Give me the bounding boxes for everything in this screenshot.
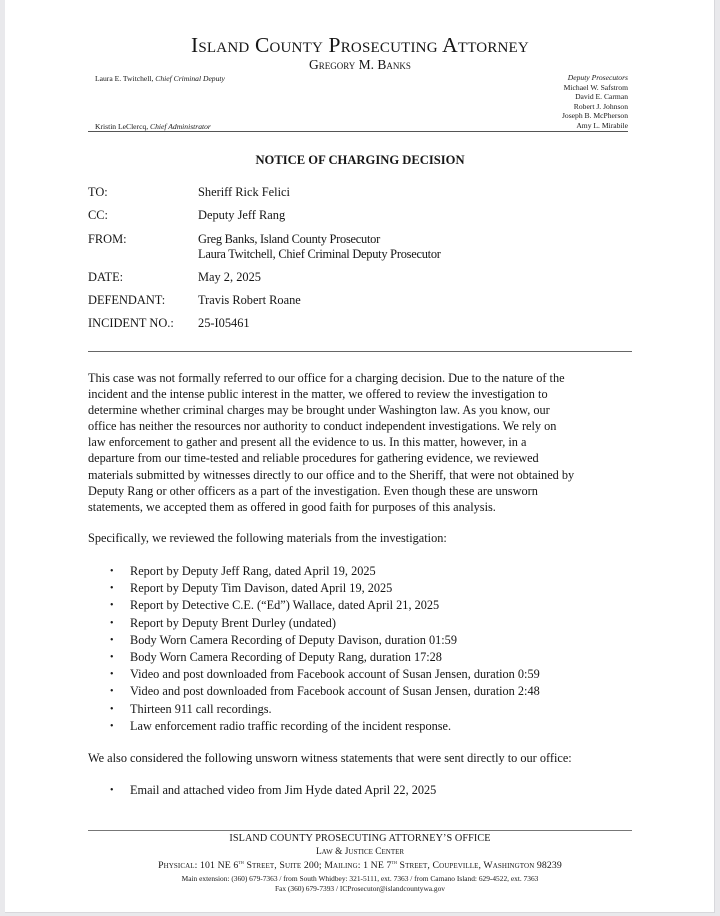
bullet-icon: • <box>110 785 114 796</box>
list-item-text: Video and post downloaded from Facebook account of Susan Jensen, duration 0:59 <box>130 667 540 682</box>
list-item-text: Law enforcement radio traffic recording of the incident response. <box>130 718 452 733</box>
list-item-text: Report by Deputy Brent Durley (undated) <box>130 615 336 630</box>
bullet-icon: • <box>110 686 114 698</box>
footer-address-part: Physical: 101 NE 6 <box>158 860 239 871</box>
defendant-label: DEFENDANT: <box>88 293 166 307</box>
to-label: TO: <box>88 185 108 199</box>
paragraph-line: materials submitted by witnesses directly to our office and to the Sheriff, that were not obtained by <box>88 467 575 482</box>
paragraph-line: This case was not formally referred to our office for a charging decision. Due to the nature of the <box>88 371 565 385</box>
paragraph-line: law enforcement to gather and present all the evidence to us. In this matter, however, in a <box>88 435 527 450</box>
footer-address-part: Street, Suite 200; Mailing: 1 NE 7 <box>243 860 392 871</box>
chief-deputy-name: Laura E. Twitchell, <box>95 74 156 83</box>
deputy-name: Amy L. Mirabile <box>576 120 628 130</box>
deputy-prosecutors-list <box>562 73 628 130</box>
footer-address-sup: th <box>391 860 397 866</box>
deputy-name: Michael W. Safstrom <box>563 82 628 92</box>
office-title: Island County Prosecuting Attorney <box>191 33 529 57</box>
incident-value: 25-I05461 <box>198 316 250 330</box>
date-label: DATE: <box>88 270 124 284</box>
paragraph-witness-intro <box>88 750 636 766</box>
footer-office: ISLAND COUNTY PROSECUTING ATTORNEY’S OFFICE <box>229 833 491 844</box>
bullet-icon: • <box>110 617 114 629</box>
list-item <box>88 718 648 735</box>
list-item-text: Email and attached video from Jim Hyde dated April 22, 2025 <box>130 783 437 797</box>
list-item-text: Report by Deputy Tim Davison, dated April 19, 2025 <box>130 581 393 596</box>
to-value: Sheriff Rick Felici <box>198 185 290 199</box>
deputy-name: Joseph B. McPherson <box>561 111 628 120</box>
list-item <box>88 615 648 632</box>
incident-label: INCIDENT NO.: <box>88 316 174 330</box>
bullet-icon: • <box>110 600 114 612</box>
paragraph-line: Specifically, we reviewed the following materials from the investigation: <box>88 531 447 545</box>
bullet-icon: • <box>110 566 114 577</box>
paragraph-line: statements, we accepted them as offered in good faith for purposes of this analysis. <box>88 499 496 514</box>
bullet-icon: • <box>110 669 114 681</box>
footer-phones: Main extension: (360) 679-7363 / from South Whidbey: 321-5111, ext. 7363 / from Camano Island: 629-4522, ext. 7363 <box>181 874 539 883</box>
list-item-text: Body Worn Camera Recording of Deputy Davison, duration 01:59 <box>130 632 457 647</box>
paragraph-materials-intro <box>88 530 636 546</box>
footer-divider <box>88 830 632 831</box>
deputy-prosecutors-header: Deputy Prosecutors <box>567 73 628 82</box>
prosecutor-name: Gregory M. Banks <box>309 57 411 72</box>
list-item-text: Body Worn Camera Recording of Deputy Rang, duration 17:28 <box>130 649 442 664</box>
footer-center: Law & Justice Center <box>315 847 405 857</box>
list-item-text: Report by Deputy Jeff Rang, dated April 19, 2025 <box>130 564 376 578</box>
footer-address-part: Street, Coupeville, Washington 98239 <box>397 860 562 871</box>
list-item-text: Report by Detective C.E. (“Ed”) Wallace, dated April 21, 2025 <box>130 598 440 613</box>
list-item <box>88 580 648 597</box>
notice-title: NOTICE OF CHARGING DECISION <box>255 153 465 167</box>
bullet-icon: • <box>110 634 114 646</box>
deputy-name: David E. Carman <box>575 92 628 101</box>
list-item <box>88 632 648 649</box>
bullet-icon: • <box>110 703 114 715</box>
deputy-name: Robert J. Johnson <box>573 101 628 111</box>
list-item <box>88 666 648 683</box>
paragraph-line: Deputy Rang or other officers as a part of the investigation. Even though these are unsworn <box>88 483 538 498</box>
administrator-title: Chief Administrator <box>150 122 211 131</box>
cc-value: Deputy Jeff Rang <box>198 208 286 222</box>
paragraph-line: We also considered the following unsworn witness statements that were sent directly to our office: <box>88 751 572 765</box>
cc-label: CC: <box>88 208 108 222</box>
paragraph-intro <box>88 370 636 515</box>
bullet-icon: • <box>110 583 114 595</box>
from-value-1: Greg Banks, Island County Prosecutor <box>198 232 380 246</box>
bullet-icon: • <box>110 651 114 663</box>
footer-address <box>0 860 720 871</box>
letterhead-divider <box>88 131 628 132</box>
list-item-text: Video and post downloaded from Facebook account of Susan Jensen, duration 2:48 <box>130 684 540 699</box>
list-item <box>88 683 648 700</box>
date-value: May 2, 2025 <box>198 270 261 284</box>
paragraph-line: determine whether criminal charges may be brought under Washington law. As you know, our <box>88 403 550 418</box>
list-item <box>88 649 648 666</box>
from-value-2: Laura Twitchell, Chief Criminal Deputy Prosecutor <box>198 247 441 261</box>
materials-list <box>88 563 648 735</box>
footer-fax-email: Fax (360) 679-7393 / ICProsecutor@islandcountywa.gov <box>275 884 445 893</box>
footer-address-sup: th <box>238 860 244 866</box>
chief-deputy <box>95 74 225 83</box>
list-item-text: Thirteen 911 call recordings. <box>130 701 272 716</box>
paragraph-line: departure from our time-tested and reliable procedures for gathering evidence, we reviewed <box>88 451 539 466</box>
paragraph-line: incident and the intense public interest in the matter, we offered to review the investigation to <box>88 387 548 402</box>
paragraph-line: office has neither the resources nor authority to conduct independent investigations. We rely on <box>88 419 557 434</box>
header-divider <box>88 351 632 352</box>
from-label: FROM: <box>88 232 127 246</box>
administrator-name: Kristin LeClercq, <box>95 122 151 131</box>
list-item <box>88 597 648 614</box>
witness-statements-list <box>88 782 648 799</box>
list-item <box>88 563 648 580</box>
list-item <box>88 701 648 718</box>
defendant-value: Travis Robert Roane <box>198 293 301 307</box>
list-item <box>88 782 648 799</box>
chief-administrator <box>95 122 211 131</box>
chief-deputy-title: Chief Criminal Deputy <box>155 74 225 83</box>
bullet-icon: • <box>110 720 114 732</box>
